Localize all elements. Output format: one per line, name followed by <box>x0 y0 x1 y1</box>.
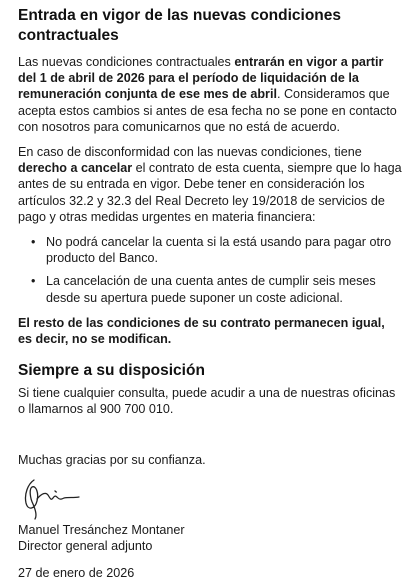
paragraph-resto-condiciones: El resto de las condiciones de su contrato permanecen igual, es decir, no se modifican. <box>18 315 385 347</box>
heading-siempre-a-su-disposicion: Siempre a su disposición <box>18 362 205 380</box>
paragraph-disconformidad <box>18 144 402 225</box>
list-item <box>18 273 402 305</box>
list-item-text: La cancelación de una cuenta antes de cumplir seis meses desde su apertura puede suponer un coste adicional. <box>46 274 376 305</box>
signer-name: Manuel Tresánchez Montaner <box>18 522 185 537</box>
paragraph-text: el contrato de esta cuenta, siempre que lo haga antes de su entrada en vigor. Debe tener en consideración los artículos 32.2 y 32.3 del Real Decreto ley 19/2018 de servicios de pago y otras medidas urgentes en materia financiera: <box>18 161 402 224</box>
paragraph-emphasis: derecho a cancelar <box>18 161 133 176</box>
paragraph-text: En caso de disconformidad con las nuevas condiciones, tiene <box>18 145 362 160</box>
list-item <box>18 234 402 266</box>
paragraph-text: Las nuevas condiciones contractuales <box>18 55 235 69</box>
signer-role: Director general adjunto <box>18 538 153 553</box>
bullet-icon: • <box>31 235 36 250</box>
letter-date: 27 de enero de 2026 <box>18 565 135 580</box>
paragraph-contacto: Si tiene cualquier consulta, puede acudir a una de nuestras oficinas o llamarnos al 900 700 010. <box>18 386 396 417</box>
thanks-line: Muchas gracias por su confianza. <box>18 452 206 467</box>
paragraph-emphasis: entrarán en vigor a partir del 1 de abril de 2026 para el período de liquidación de la remuneración conjunta de ese mes de abril <box>18 55 384 102</box>
bullet-icon: • <box>31 274 36 289</box>
list-item-text: No podrá cancelar la cuenta si la está usando para pagar otro producto del Banco. <box>46 235 392 266</box>
conditions-list <box>18 234 402 306</box>
heading-entrada-en-vigor: Entrada en vigor de las nuevas condiciones contractuales <box>18 7 342 44</box>
paragraph-text: . Consideramos que acepta estos cambios si antes de esa fecha no se pone en contacto con nosotros para comunicarnos que no está de acuerdo. <box>18 87 397 134</box>
signature-icon <box>20 476 82 520</box>
paragraph-entrada-en-vigor <box>18 54 402 135</box>
